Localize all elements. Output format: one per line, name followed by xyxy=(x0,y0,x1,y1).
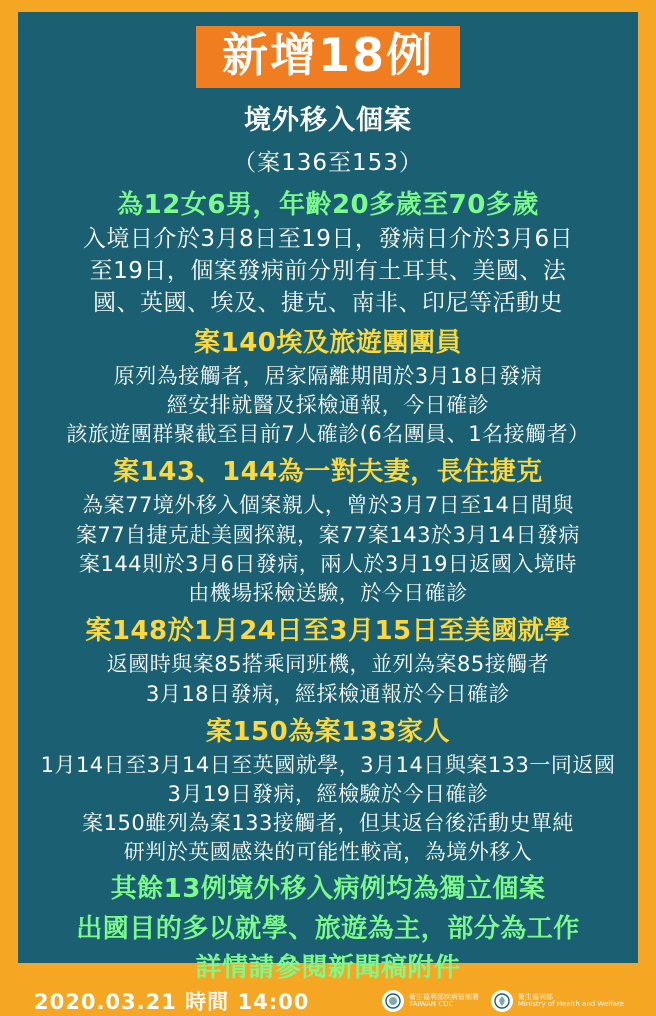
body-line: 出國目的多以就學、旅遊為主，部分為工作 xyxy=(76,913,580,944)
case-range: （案136至153） xyxy=(233,150,423,177)
logo-taiwan-cdc xyxy=(382,990,479,1012)
headline-text: 新增18例 xyxy=(221,28,434,82)
poster-footer xyxy=(18,986,638,1016)
agency-logos xyxy=(382,990,624,1012)
body-line: 研判於英國感染的可能性較高，為境外移入 xyxy=(123,840,533,865)
body-line: 3月18日發病，經採檢通報於今日確診 xyxy=(145,681,511,706)
body-line: 3月19日發病，經檢驗於今日確診 xyxy=(167,781,489,806)
logo-line-2: Ministry of Health and Welfare xyxy=(517,1000,624,1009)
headline-banner xyxy=(196,26,460,88)
logo-line-1: 衛生福利部疾病管制署 xyxy=(408,992,479,1001)
logo-mohw-text xyxy=(518,994,624,1009)
body-line: 至19日，個案發病前分別有土耳其、美國、法 xyxy=(89,257,567,284)
body-line: 案150雖列為案133接觸者，但其返台後活動史單純 xyxy=(82,811,574,836)
body-line: 原列為接觸者，居家隔離期間於3月18日發病 xyxy=(113,363,543,388)
body-line: 案143、144為一對夫妻，長住捷克 xyxy=(113,457,543,488)
body-line: 為12女6男，年齡20多歲至70多歲 xyxy=(117,190,539,221)
mohw-emblem-icon xyxy=(491,990,513,1012)
datetime-stamp: 2020.03.21 時間 14:00 xyxy=(34,990,310,1015)
poster-body xyxy=(18,177,638,986)
body-line: 國、英國、埃及、捷克、南非、印尼等活動史 xyxy=(93,289,563,316)
poster-subtitle: 境外移入個案 xyxy=(244,105,412,137)
body-line: 入境日介於3月8日至19日，發病日介於3月6日 xyxy=(82,226,574,253)
cdc-emblem-icon xyxy=(382,990,404,1012)
body-line: 案77自捷克赴美國探親，案77案143於3月14日發病 xyxy=(75,522,581,547)
body-line: 1月14日至3月14日至英國就學，3月14日與案133一同返國 xyxy=(40,752,616,777)
body-line: 返國時與案85搭乘同班機，並列為案85接觸者 xyxy=(106,652,550,677)
poster-panel xyxy=(18,12,638,1015)
logo-mohw xyxy=(491,990,624,1012)
body-line: 經安排就醫及採檢通報，今日確診 xyxy=(166,392,490,417)
body-line: 由機場採檢送驗，於今日確診 xyxy=(188,581,468,606)
body-line: 其餘13例境外移入病例均為獨立個案 xyxy=(110,873,546,904)
body-line: 案150為案133家人 xyxy=(205,716,451,747)
body-line: 案144則於3月6日發病，兩人於3月19日返國入境時 xyxy=(79,551,577,576)
logo-line-2: TAIWAN CDC xyxy=(408,1000,454,1009)
logo-line-1: 衛生福利部 xyxy=(517,992,553,1001)
body-line: 該旅遊團群聚截至目前7人確診(6名團員、1名接觸者） xyxy=(66,422,590,447)
body-line: 案140埃及旅遊團團員 xyxy=(194,327,462,358)
body-line: 案148於1月24日至3月15日至美國就學 xyxy=(85,616,571,647)
body-line: 為案77境外移入個案親人，曾於3月7日至14日間與 xyxy=(82,493,574,518)
body-line: 詳情請參閱新聞稿附件 xyxy=(195,953,461,984)
logo-taiwan-cdc-text xyxy=(409,994,479,1009)
